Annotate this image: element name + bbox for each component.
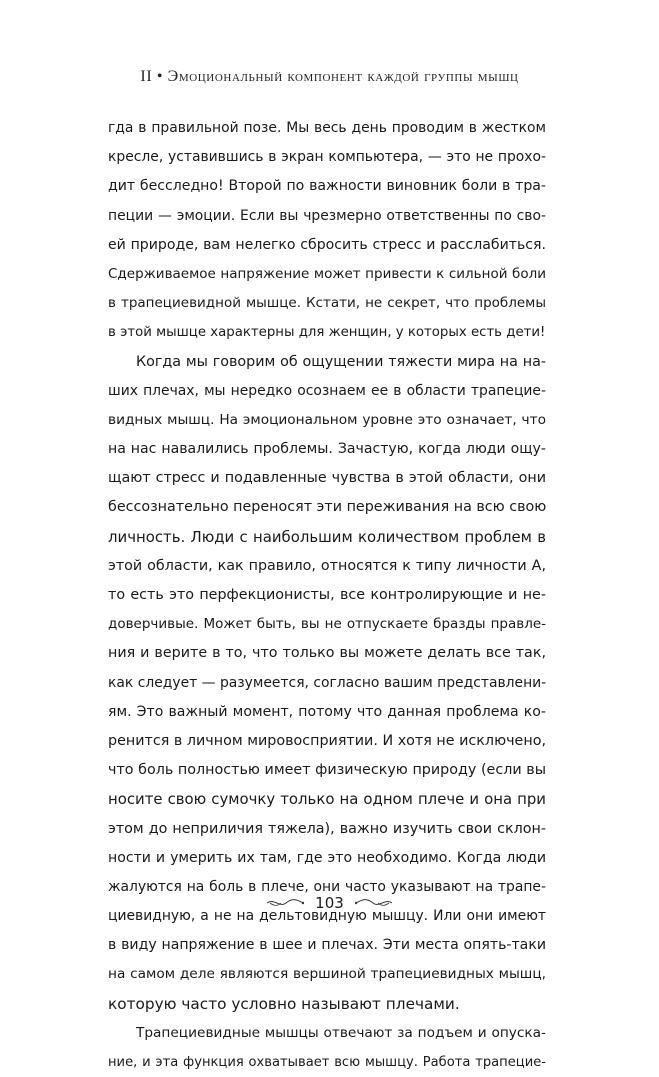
text-line: ния и верите в то, что только вы можете делать все так, (108, 645, 546, 662)
text-line: которую часто условно называют плечами. (108, 994, 460, 1013)
text-line: ям. Это важный момент, потому что данная проблема ко- (108, 703, 546, 720)
text-line: в этой мышце характерны для женщин, у которых есть дети! (108, 325, 546, 341)
page-number: 103 (315, 893, 344, 912)
text-line: ренится в личном мировосприятии. И хотя не исключено, (108, 732, 546, 749)
right-flourish-ornament (355, 897, 393, 909)
text-line: бессознательно переносят эти переживания на всю свою (108, 499, 547, 516)
text-line: гда в правильной позе. Мы весь день проводим в жестком (108, 120, 546, 136)
text-line: щают стресс и подавленные чувства в этой области, они (108, 470, 546, 487)
text-line: ших плечах, мы нередко осознаем ее в области трапецие- (108, 382, 546, 399)
text-line: на самом деле являются вершиной трапециевидных мышц, (108, 966, 546, 983)
text-line: Трапециевидные мышцы отвечают за подъем и опуска- (136, 1024, 546, 1041)
text-line: дит бесследно! Второй по важности виновник боли в тра- (108, 178, 546, 195)
text-line: личность. Люди с наибольшим количеством проблем в (108, 527, 546, 546)
text-line: доверчивые. Может быть, вы не отпускаете бразды правле- (108, 616, 546, 633)
text-line: ности и умерить их там, где это необходимо. Когда люди (108, 849, 546, 866)
body-text (108, 114, 546, 1077)
text-line: что боль полностью имеет физическую природу (если вы (108, 762, 546, 779)
text-line: циевидную, а не на дельтовидную мышцу. Или они имеют (108, 908, 546, 925)
text-line: Когда мы говорим об ощущении тяжести мира на на- (136, 353, 546, 370)
text-line: в трапециевидной мышце. Кстати, не секрет, что проблемы (108, 295, 546, 312)
text-line: Сдерживаемое напряжение может привести к сильной боли (108, 265, 546, 282)
left-flourish-ornament (266, 897, 304, 909)
text-line: ей природе, вам нелегко сбросить стресс и расслабиться. (108, 236, 546, 253)
text-line: на нас навалились проблемы. Зачастую, когда люди ощу- (108, 441, 546, 458)
text-line: то есть это перфекционисты, все контролирующие и не- (108, 587, 546, 603)
text-line: этом до неприличия тяжела), важно изучить свои склон- (108, 820, 546, 837)
text-line: носите свою сумочку только на одном плече и она при (108, 790, 546, 809)
text-line: в виду напряжение в шее и плечах. Эти места опять-таки (108, 937, 546, 954)
text-line: кресле, уставившись в экран компьютера, — это не прохо- (108, 149, 546, 166)
text-line: этой области, как правило, относятся к типу личности А, (108, 557, 546, 574)
text-line: жалуются на боль в плече, они часто указывают на трапе- (108, 878, 546, 895)
text-line: пеции — эмоции. Если вы чрезмерно ответственны по сво- (108, 207, 546, 224)
text-line: как следует — разумеется, согласно вашим представлени- (108, 674, 547, 691)
running-head: II • Эмоциональный компонент каждой группы мышц (140, 68, 519, 85)
page-footer (0, 893, 659, 912)
text-line: видных мышц. На эмоциональном уровне это означает, что (108, 411, 546, 428)
text-line: ние, и эта функция охватывает всю мышцу. Работа трапецие- (108, 1055, 546, 1070)
